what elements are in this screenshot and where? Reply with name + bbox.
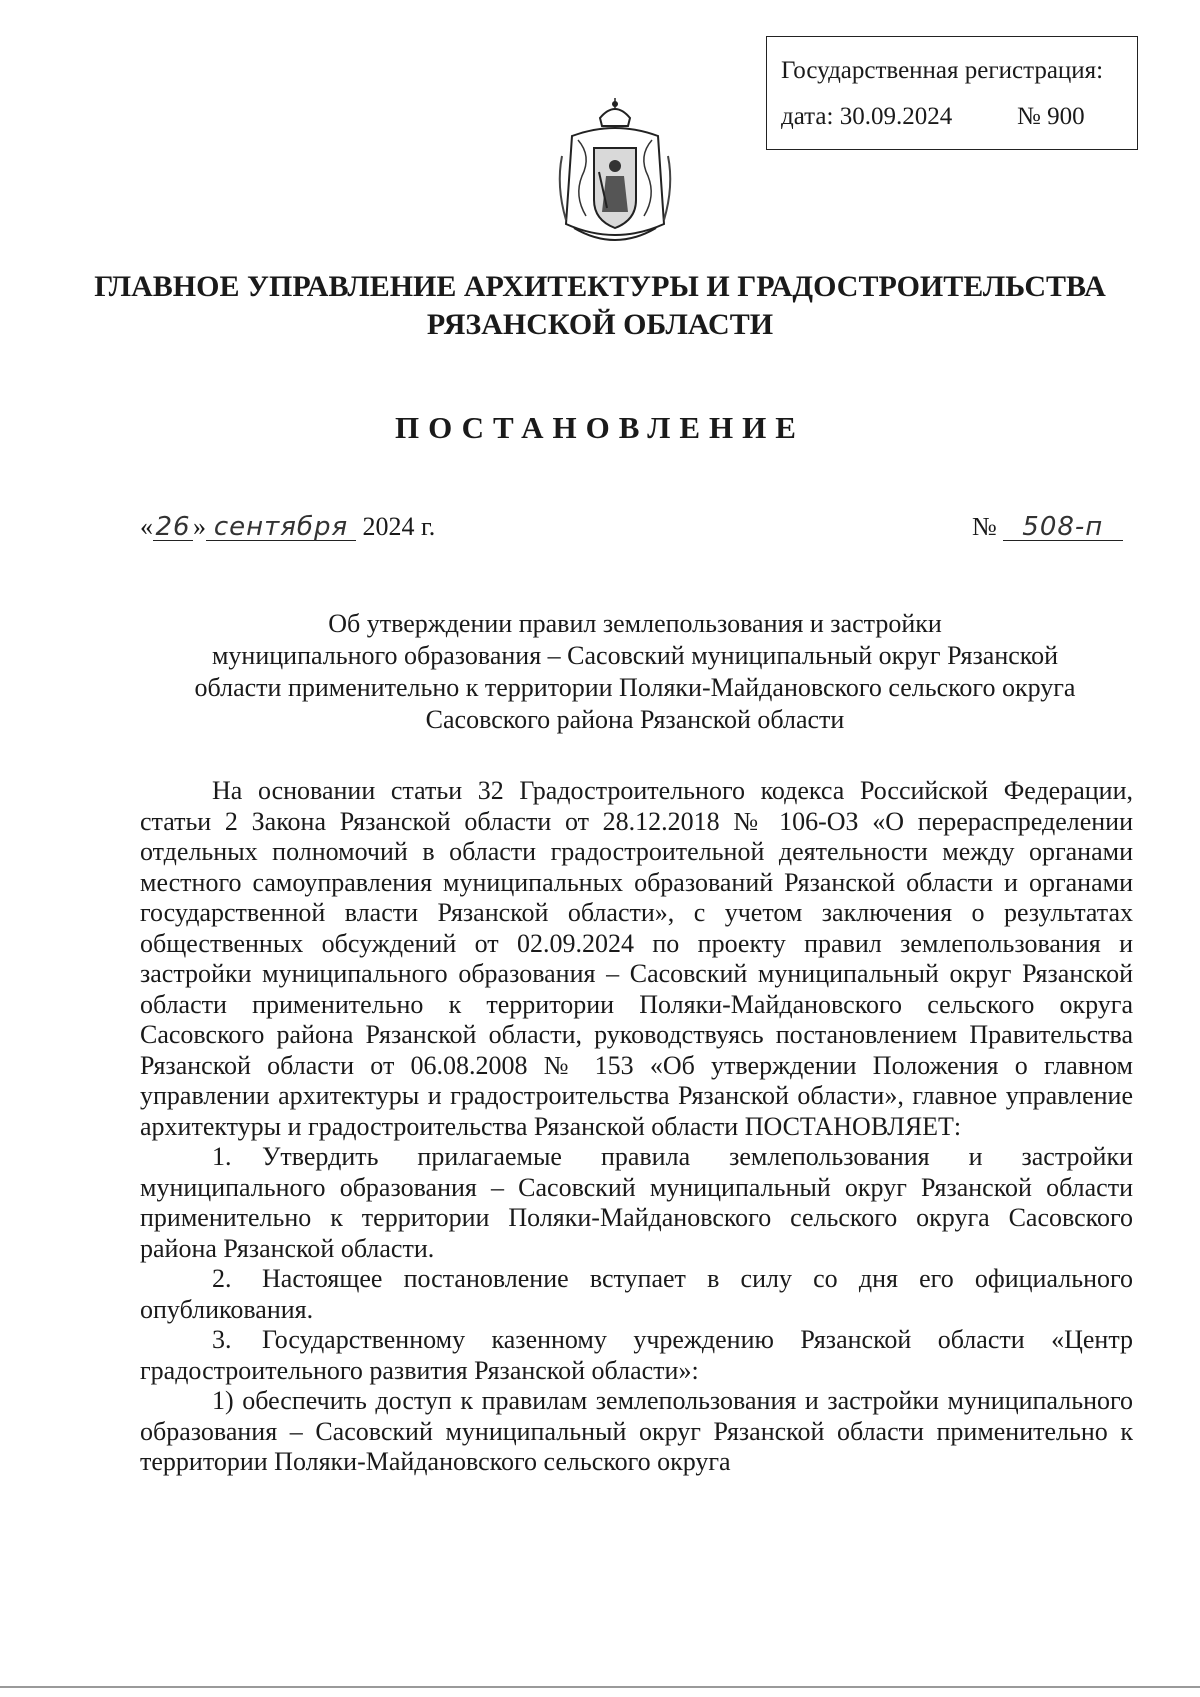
handwritten-month: сентября: [206, 514, 356, 541]
preamble-paragraph: На основании статьи 32 Градостроительного кодекса Российской Федерации, статьи 2 Закона Рязанской области от 28.12.2018 № 106-ОЗ «О перераспределении отдельных полномочий в области градостроительной деятельности между органами местного самоуправления муниципальных образований Рязанской области и органами государственной власти Рязанской области», с учетом заключения о результатах общественных обсуждений от 02.09.2024 по проекту правил землепользования и застройки муниципального образования – Сасовский муниципальный округ Рязанской области применительно к территории Поляки-Майдановского сельского округа Сасовского района Рязанской области, руководствуясь постановлением Правительства Рязанской области от 06.08.2008 № 153 «Об утверждении Положения о главном управлении архитектуры и градостроительства Рязанской области», главное управление архитектуры и градостроительства Рязанской области ПОСТАНОВЛЯЕТ:: [140, 776, 1133, 1141]
list-item: [140, 1264, 1133, 1325]
decree-subject: [140, 608, 1130, 736]
item-number: 3.: [212, 1325, 232, 1354]
registration-date: дата: 30.09.2024: [781, 103, 953, 130]
ryazan-coat-of-arms-icon: [552, 96, 678, 256]
decree-number: [972, 512, 1123, 542]
decree-body: [140, 776, 1133, 1478]
decree-number-prefix: №: [972, 512, 997, 541]
subject-line-3: области применительно к территории Поляки-Майдановского сельского округа: [194, 673, 1076, 702]
date-open-quote: «: [140, 512, 153, 541]
handwritten-number: 508-п: [1003, 514, 1123, 541]
list-item: [140, 1142, 1133, 1264]
sub-item: 1) обеспечить доступ к правилам землепользования и застройки муниципального образования – Сасовский муниципальный округ Рязанской области применительно к территории Поляки-Майдановского сельского округа: [140, 1386, 1133, 1476]
registration-number: № 900: [1017, 103, 1085, 130]
subject-line-4: Сасовского района Рязанской области: [425, 705, 845, 734]
item-number: 1.: [212, 1142, 232, 1171]
item-number: 2.: [212, 1264, 232, 1293]
item-text: Утвердить прилагаемые правила землепользования и застройки муниципального образования – Сасовский муниципальный округ Рязанской области применительно к территории Поляки-Майдановского сельского округа Сасовского района Рязанской области.: [140, 1142, 1133, 1263]
registration-stamp: [766, 36, 1138, 150]
decree-year: 2024 г.: [362, 512, 436, 541]
item-text: Настоящее постановление вступает в силу со дня его официального опубликования.: [140, 1264, 1133, 1324]
date-close-quote: »: [193, 512, 206, 541]
list-item: [140, 1325, 1133, 1386]
subject-line-1: Об утверждении правил землепользования и застройки: [328, 609, 942, 638]
authority-header: [60, 268, 1140, 344]
handwritten-day: 26: [153, 514, 193, 541]
registration-title: Государственная регистрация:: [781, 57, 1104, 84]
page-bottom-rule: [0, 1686, 1200, 1688]
item-text: Государственному казенному учреждению Рязанской области «Центр градостроительного развития Рязанской области»:: [140, 1325, 1133, 1385]
decree-date: [140, 512, 435, 542]
header-line-1: ГЛАВНОЕ УПРАВЛЕНИЕ АРХИТЕКТУРЫ И ГРАДОСТРОИТЕЛЬСТВА: [94, 270, 1106, 303]
document-title: ПОСТАНОВЛЕНИЕ: [395, 410, 805, 445]
subject-line-2: муниципального образования – Сасовский муниципальный округ Рязанской: [211, 641, 1059, 670]
header-line-2: РЯЗАНСКОЙ ОБЛАСТИ: [426, 308, 774, 341]
